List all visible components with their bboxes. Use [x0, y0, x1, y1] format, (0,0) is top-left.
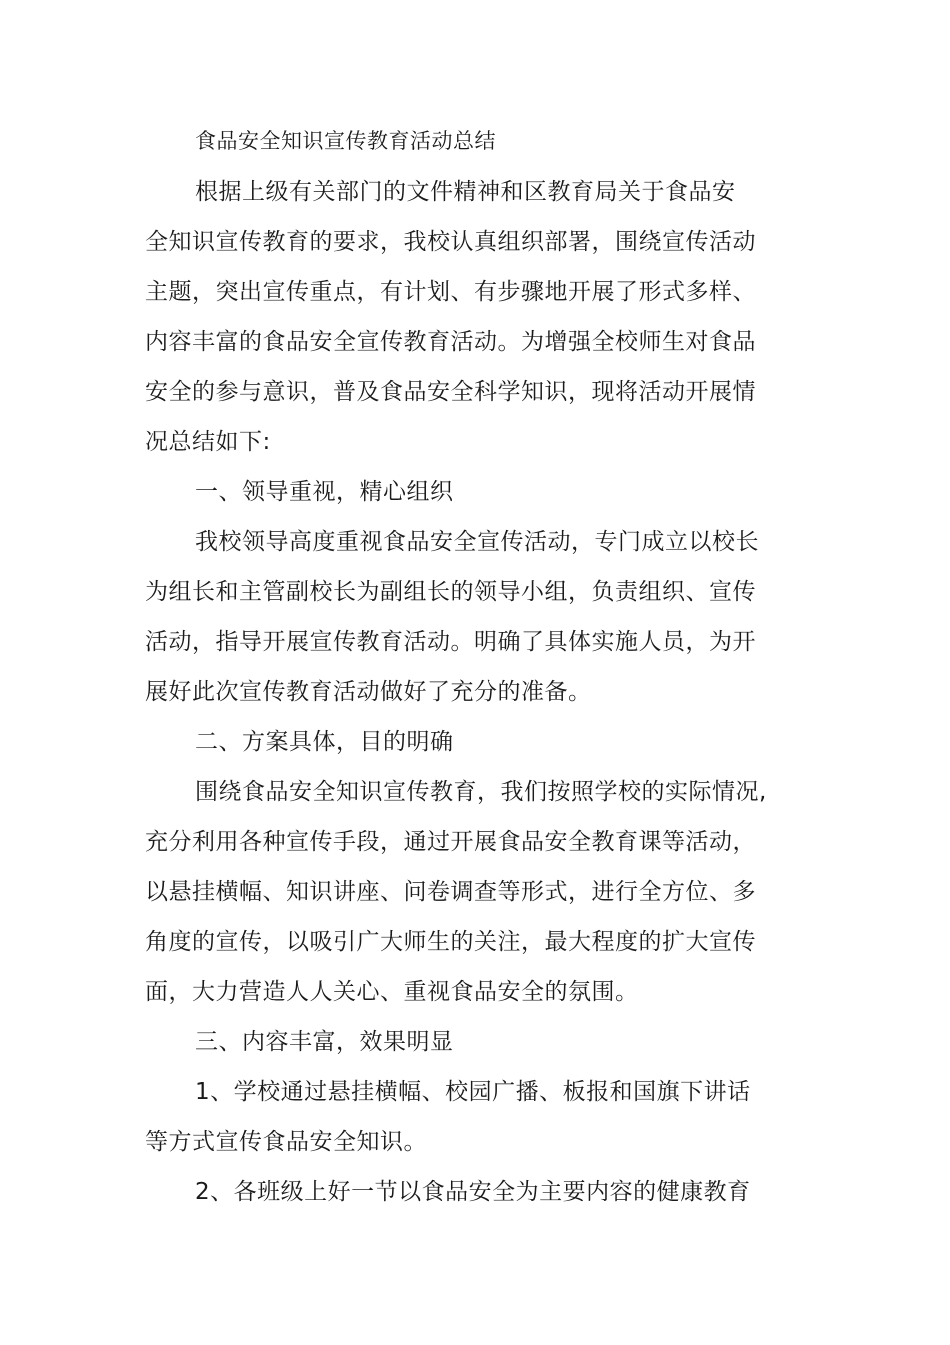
list-item-line: 2、各班级上好一节以食品安全为主要内容的健康教育: [195, 1179, 751, 1205]
paragraph-line: 全知识宣传教育的要求，我校认真组织部署，围绕宣传活动: [145, 229, 756, 255]
paragraph-line: 角度的宣传，以吸引广大师生的关注，最大程度的扩大宣传: [145, 929, 756, 955]
paragraph-line: 根据上级有关部门的文件精神和区教育局关于食品安: [195, 179, 736, 205]
paragraph-line: 以悬挂横幅、知识讲座、问卷调查等形式，进行全方位、多: [145, 879, 756, 905]
list-item-line: 1、学校通过悬挂横幅、校园广播、板报和国旗下讲话: [195, 1079, 751, 1105]
section-heading: 一、领导重视，精心组织: [195, 479, 454, 505]
paragraph-line: 展好此次宣传教育活动做好了充分的准备。: [145, 679, 592, 705]
paragraph-line: 况总结如下:: [145, 429, 271, 455]
paragraph-line: 为组长和主管副校长为副组长的领导小组，负责组织、宣传: [145, 579, 756, 605]
paragraph-line: 面，大力营造人人关心、重视食品安全的氛围。: [145, 979, 639, 1005]
paragraph-line: 我校领导高度重视食品安全宣传活动，专门成立以校长: [195, 529, 759, 555]
paragraph-line: 安全的参与意识，普及食品安全科学知识，现将活动开展情: [145, 379, 756, 405]
list-item-line: 等方式宣传食品安全知识。: [145, 1129, 427, 1155]
section-heading: 三、内容丰富，效果明显: [195, 1029, 454, 1055]
paragraph-line: 活动，指导开展宣传教育活动。明确了具体实施人员，为开: [145, 629, 756, 655]
document-title: 食品安全知识宣传教育活动总结: [195, 129, 496, 153]
paragraph-line: 内容丰富的食品安全宣传教育活动。为增强全校师生对食品: [145, 329, 756, 355]
section-heading: 二、方案具体，目的明确: [195, 729, 454, 755]
paragraph-line: 充分利用各种宣传手段，通过开展食品安全教育课等活动，: [145, 829, 756, 855]
paragraph-line: 围绕食品安全知识宣传教育，我们按照学校的实际情况,: [195, 779, 767, 805]
paragraph-line: 主题，突出宣传重点，有计划、有步骤地开展了形式多样、: [145, 279, 756, 305]
